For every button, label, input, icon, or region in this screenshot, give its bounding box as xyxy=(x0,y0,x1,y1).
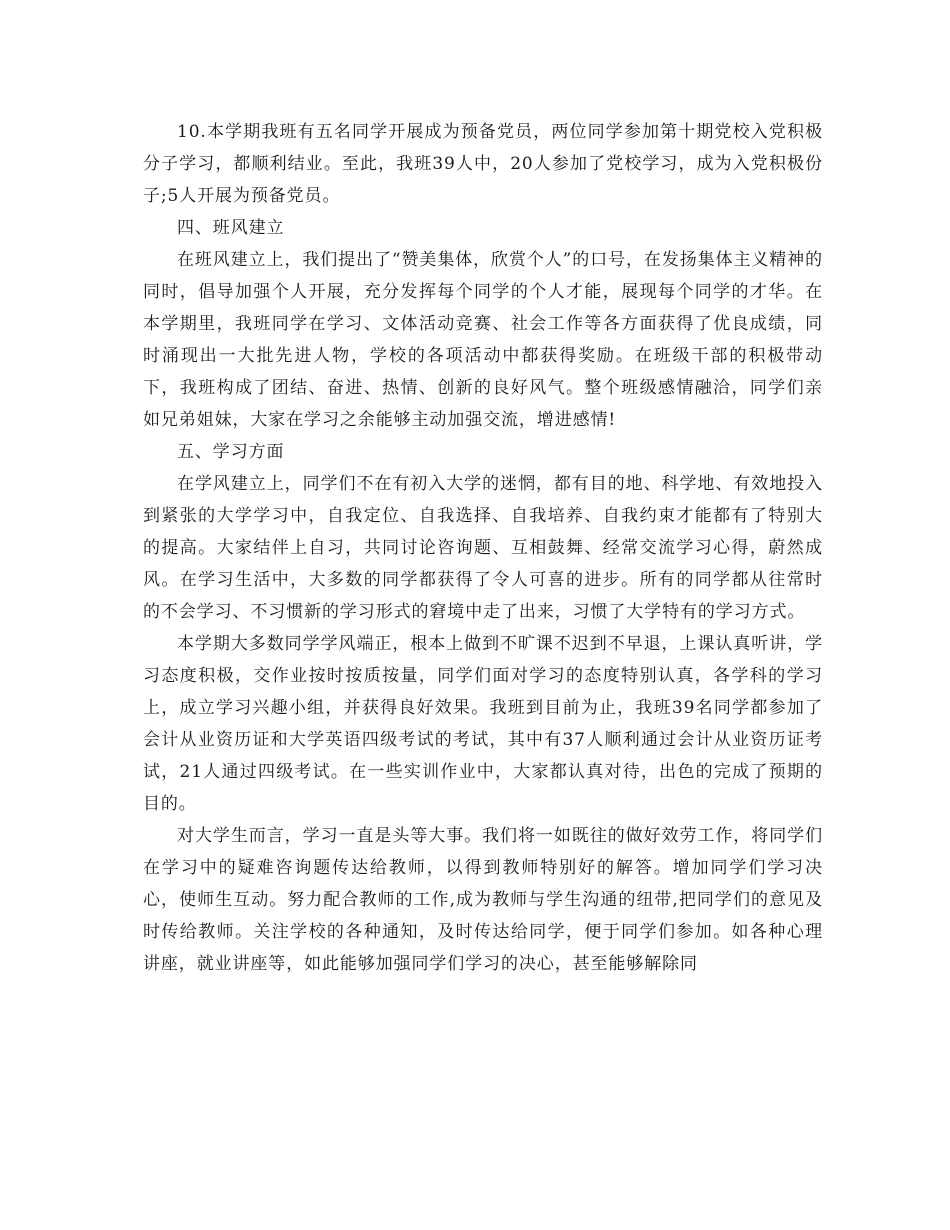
paragraph-study-results: 本学期大多数同学学风端正，根本上做到不旷课不迟到不早退，上课认真听讲，学习态度积极，交作业按时按质按量，同学们面对学习的态度特别认真，各学科的学习上，成立学习兴趣小组，并获得良好效果。我班到目前为止，我班39名同学都参加了会计从业资历证和大学英语四级考试的考试，其中有37人顺利通过会计从业资历证考试，21人通过四级考试。在一些实训作业中，大家都认真对待，出色的完成了预期的目的。 xyxy=(143,634,823,814)
paragraph-study-atmosphere: 在学风建立上，同学们不在有初入大学的迷惘，都有目的地、科学地、有效地投入到紧张的大学学习中，自我定位、自我选择、自我培养、自我约束才能都有了特别大的提高。大家结伴上自习，共同讨论咨询题、互相鼓舞、经常交流学习心得，蔚然成风。在学习生活中，大多数的同学都获得了令人可喜的进步。所有的同学都从往常时的不会学习、不习惯新的学习形式的窘境中走了出来，习惯了大学特有的学习方式。 xyxy=(143,474,823,622)
paragraph-study-service: 对大学生而言，学习一直是头等大事。我们将一如既往的做好效劳工作，将同学们在学习中的疑难咨询题传达给教师，以得到教师特别好的解答。增加同学们学习决心，使师生互动。努力配合教师的工作,成为教师与学生沟通的纽带,把同学们的意见及时传给教师。关注学校的各种通知，及时传达给同学，便于同学们参加。如各种心理讲座，就业讲座等，如此能够加强同学们学习的决心，甚至能够解除同 xyxy=(143,826,823,974)
paragraph-class-style: 在班风建立上，我们提出了“赞美集体，欣赏个人”的口号，在发扬集体主义精神的同时，倡导加强个人开展，充分发挥每个同学的个人才能，展现每个同学的才华。在本学期里，我班同学在学习、文体活动竞赛、社会工作等各方面获得了优良成绩，同时涌现出一大批先进人物，学校的各项活动中都获得奖励。在班级干部的积极带动下，我班构成了团结、奋进、热情、创新的良好风气。整个班级感情融洽，同学们亲如兄弟姐妹，大家在学习之余能够主动加强交流，增进感情! xyxy=(143,250,823,430)
section-heading-study: 五、学习方面 xyxy=(177,442,285,462)
document-body xyxy=(143,116,823,980)
paragraph-party-members: 10.本学期我班有五名同学开展成为预备党员，两位同学参加第十期党校入党积极分子学习，都顺利结业。至此，我班39人中，20人参加了党校学习，成为入党积极份子;5人开展为预备党员。 xyxy=(143,122,823,206)
section-heading-class-style: 四、班风建立 xyxy=(177,218,285,238)
